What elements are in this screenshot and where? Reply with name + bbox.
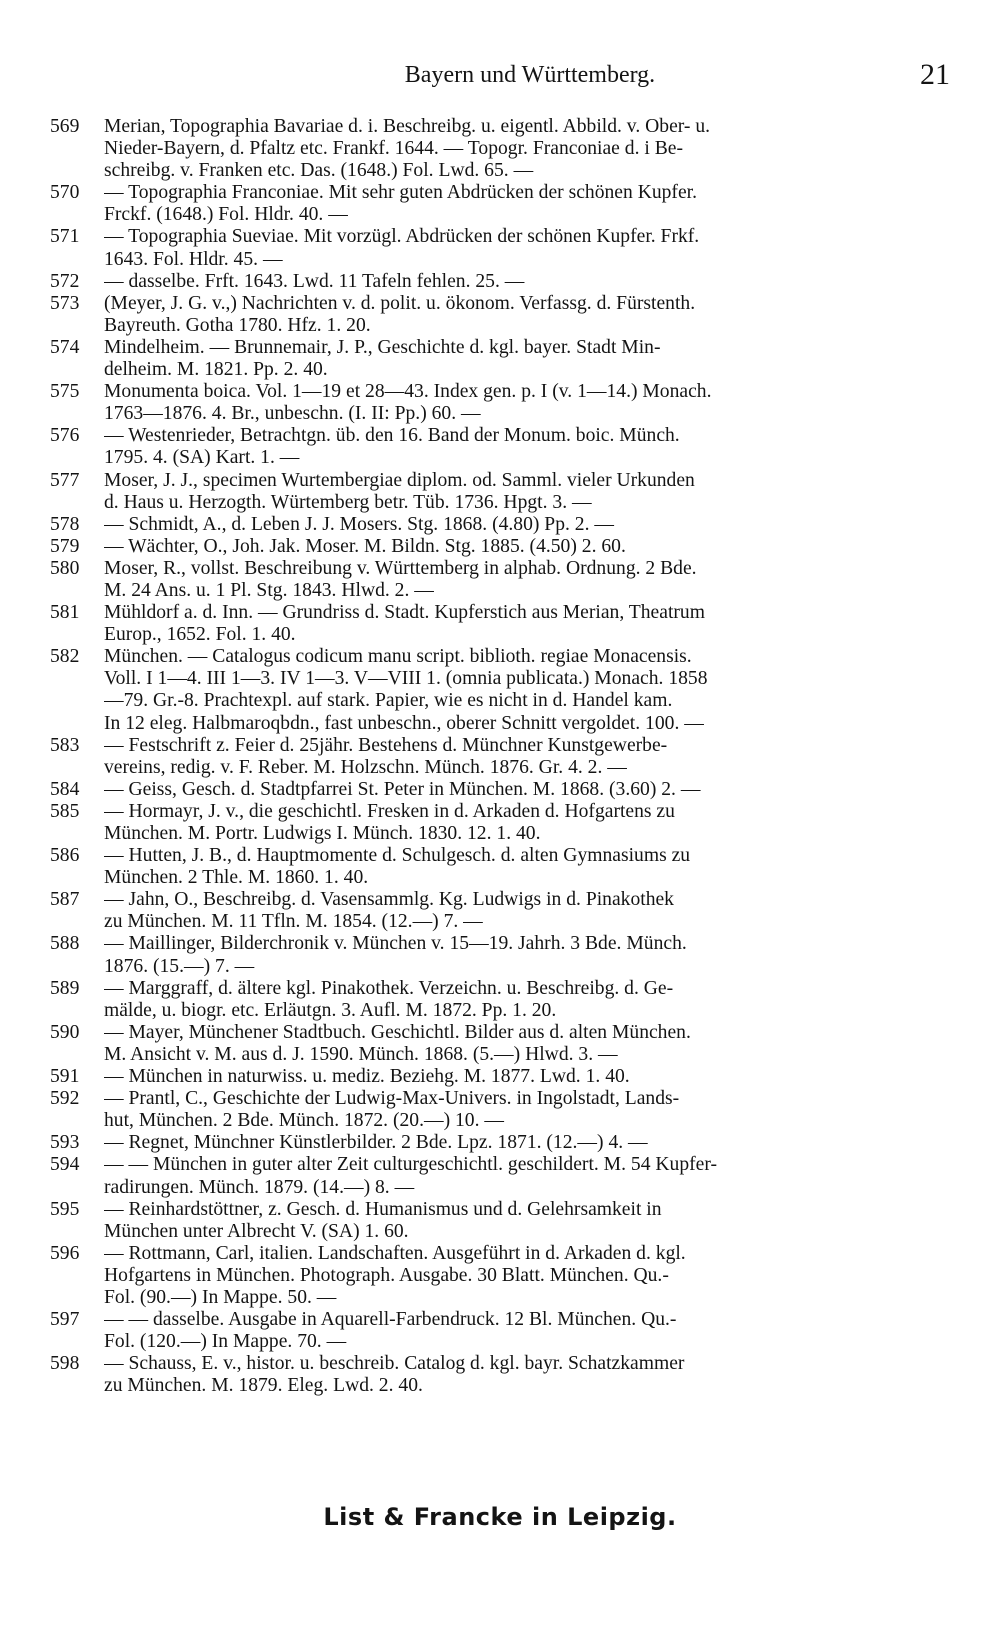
entry-line: — Jahn, O., Beschreibg. d. Vasensammlg. Kg. Ludwigs in d. Pinakothek: [104, 889, 674, 911]
entry-number: 598: [50, 1353, 80, 1375]
entry-line: — Rottmann, Carl, italien. Landschaften. Ausgeführt in d. Arkaden d. kgl.: [104, 1242, 686, 1264]
entry-line: 1876. (15.—) 7. —: [104, 955, 255, 977]
catalog-entry: [50, 514, 960, 536]
entry-number: 580: [50, 557, 80, 579]
entry-line: Nieder-Bayern, d. Pfaltz etc. Frankf. 1644. — Topogr. Franconiae d. i Be-: [104, 138, 683, 160]
catalog-entry: [50, 116, 960, 182]
entry-number: 586: [50, 845, 80, 867]
entry-line: — dasselbe. Frft. 1643. Lwd. 11 Tafeln fehlen. 25. —: [104, 270, 525, 292]
entry-line: — Geiss, Gesch. d. Stadtpfarrei St. Peter in München. M. 1868. (3.60) 2. —: [104, 778, 701, 800]
entry-number: 569: [50, 116, 80, 137]
entry-line: radirungen. Münch. 1879. (14.—) 8. —: [104, 1176, 415, 1198]
catalog-entry: [50, 425, 960, 469]
catalog-entry-list: [50, 116, 960, 1397]
entry-line: Voll. I 1—4. III 1—3. IV 1—3. V—VIII 1. (omnia publicata.) Monach. 1858: [104, 668, 708, 690]
entry-number: 591: [50, 1066, 80, 1088]
catalog-entry: [50, 889, 960, 933]
entry-line: schreibg. v. Franken etc. Das. (1648.) Fol. Lwd. 65. —: [104, 160, 534, 182]
entry-line: Bayreuth. Gotha 1780. Hfz. 1. 20.: [104, 314, 371, 336]
catalog-entry: [50, 1353, 960, 1397]
catalog-entry: [50, 470, 960, 514]
entry-line: M. 24 Ans. u. 1 Pl. Stg. 1843. Hlwd. 2. —: [104, 579, 434, 601]
entry-line: — Marggraff, d. ältere kgl. Pinakothek. Verzeichn. u. Beschreibg. d. Ge-: [104, 977, 674, 999]
entry-line: — Topographia Sueviae. Mit vorzügl. Abdrücken der schönen Kupfer. Frkf.: [104, 226, 700, 248]
entry-line: — Festschrift z. Feier d. 25jähr. Bestehens d. Münchner Kunstgewerbe-: [104, 734, 668, 756]
entry-number: 572: [50, 270, 80, 292]
entry-line: — — München in guter alter Zeit culturgeschichtl. geschildert. M. 54 Kupfer-: [104, 1154, 718, 1176]
entry-number: 574: [50, 336, 80, 358]
catalog-entry: [50, 536, 960, 558]
catalog-entry: [50, 978, 960, 1022]
entry-line: Mindelheim. — Brunnemair, J. P., Geschichte d. kgl. bayer. Stadt Min-: [104, 336, 661, 358]
entry-line: — Topographia Franconiae. Mit sehr guten Abdrücken der schönen Kupfer.: [104, 182, 697, 204]
entry-line: München. M. Portr. Ludwigs I. Münch. 1830. 12. 1. 40.: [104, 823, 541, 844]
page-header: [100, 58, 960, 92]
entry-line: München unter Albrecht V. (SA) 1. 60.: [104, 1220, 409, 1242]
entry-line: — Prantl, C., Geschichte der Ludwig-Max-Univers. in Ingolstadt, Lands-: [104, 1088, 680, 1110]
entry-number: 593: [50, 1132, 80, 1154]
entry-number: 570: [50, 182, 80, 204]
entry-line: —79. Gr.-8. Prachtexpl. auf stark. Papier, wie es nicht in d. Handel kam.: [104, 690, 673, 712]
entry-number: 588: [50, 933, 80, 955]
catalog-entry: [50, 337, 960, 381]
entry-line: mälde, u. biogr. etc. Erläutgn. 3. Aufl. M. 1872. Pp. 1. 20.: [104, 999, 557, 1021]
entry-number: 576: [50, 425, 80, 447]
entry-number: 571: [50, 226, 80, 248]
catalog-entry: [50, 271, 960, 293]
entry-line: vereins, redig. v. F. Reber. M. Holzschn. Münch. 1876. Gr. 4. 2. —: [104, 756, 627, 778]
entry-line: 1643. Fol. Hldr. 45. —: [104, 248, 283, 270]
entry-line: Mühldorf a. d. Inn. — Grundriss d. Stadt. Kupferstich aus Merian, Theatrum: [104, 602, 705, 624]
catalog-entry: [50, 779, 960, 801]
entry-line: — Maillinger, Bilderchronik v. München v. 15—19. Jahrh. 3 Bde. Münch.: [104, 933, 687, 955]
entry-line: — München in naturwiss. u. mediz. Beziehg. M. 1877. Lwd. 1. 40.: [104, 1066, 630, 1088]
catalog-entry: [50, 1132, 960, 1154]
catalog-entry: [50, 1309, 960, 1353]
entry-line: — Reinhardstöttner, z. Gesch. d. Humanismus und d. Gelehrsamkeit in: [104, 1198, 662, 1220]
catalog-entry: [50, 558, 960, 602]
entry-line: Europ., 1652. Fol. 1. 40.: [104, 624, 296, 646]
entry-line: — Regnet, Münchner Künstlerbilder. 2 Bde. Lpz. 1871. (12.—) 4. —: [104, 1132, 648, 1154]
catalog-entry: [50, 182, 960, 226]
entry-number: 594: [50, 1154, 80, 1176]
entry-line: München. 2 Thle. M. 1860. 1. 40.: [104, 867, 369, 889]
entry-number: 597: [50, 1309, 80, 1331]
entry-line: hut, München. 2 Bde. Münch. 1872. (20.—) 10. —: [104, 1110, 504, 1132]
entry-number: 582: [50, 646, 80, 668]
entry-number: 595: [50, 1198, 80, 1220]
entry-line: delheim. M. 1821. Pp. 2. 40.: [104, 359, 328, 381]
catalog-entry: [50, 735, 960, 779]
entry-line: Merian, Topographia Bavariae d. i. Beschreibg. u. eigentl. Abbild. v. Ober- u.: [104, 116, 711, 137]
entry-number: 575: [50, 381, 80, 403]
entry-line: zu München. M. 11 Tfln. M. 1854. (12.—) 7. —: [104, 911, 483, 933]
catalog-entry: [50, 1088, 960, 1132]
entry-number: 585: [50, 800, 80, 822]
entry-line: d. Haus u. Herzogth. Würtemberg betr. Tüb. 1736. Hpgt. 3. —: [104, 491, 592, 513]
catalog-entry: [50, 1066, 960, 1088]
running-title: Bayern und Württemberg.: [404, 62, 656, 88]
catalog-entry: [50, 845, 960, 889]
page-number: 21: [920, 58, 950, 91]
entry-line: Monumenta boica. Vol. 1—19 et 28—43. Index gen. p. I (v. 1—14.) Monach.: [104, 381, 712, 403]
entry-line: (Meyer, J. G. v.,) Nachrichten v. d. polit. u. ökonom. Verfassg. d. Fürstenth.: [104, 292, 696, 314]
entry-number: 592: [50, 1088, 80, 1110]
catalog-entry: [50, 602, 960, 646]
catalog-entry: [50, 293, 960, 337]
entry-number: 577: [50, 469, 80, 491]
entry-line: München. — Catalogus codicum manu script. biblioth. regiae Monacensis.: [104, 646, 692, 668]
entry-line: — Westenrieder, Betrachtgn. üb. den 16. Band der Monum. boic. Münch.: [104, 425, 680, 447]
entry-line: Moser, R., vollst. Beschreibung v. Württemberg in alphab. Ordnung. 2 Bde.: [104, 557, 697, 579]
entry-number: 579: [50, 535, 80, 557]
catalog-entry: [50, 226, 960, 270]
entry-line: — Hutten, J. B., d. Hauptmomente d. Schulgesch. d. alten Gymnasiums zu: [104, 845, 691, 867]
entry-line: In 12 eleg. Halbmaroqbdn., fast unbeschn., oberer Schnitt vergoldet. 100. —: [104, 712, 704, 734]
entry-line: 1763—1876. 4. Br., unbeschn. (I. II: Pp.) 60. —: [104, 403, 481, 425]
entry-line: — Wächter, O., Joh. Jak. Moser. M. Bildn. Stg. 1885. (4.50) 2. 60.: [104, 535, 626, 557]
entry-number: 583: [50, 734, 80, 756]
catalog-entry: [50, 1199, 960, 1243]
entry-number: 573: [50, 292, 80, 314]
catalog-entry: [50, 1022, 960, 1066]
entry-line: — — dasselbe. Ausgabe in Aquarell-Farbendruck. 12 Bl. München. Qu.-: [104, 1309, 677, 1331]
entry-number: 590: [50, 1021, 80, 1043]
catalog-entry: [50, 801, 960, 845]
entry-line: — Mayer, Münchener Stadtbuch. Geschichtl. Bilder aus d. alten München.: [104, 1021, 691, 1043]
catalog-entry: [50, 1243, 960, 1309]
catalog-entry: [50, 1154, 960, 1198]
entry-line: zu München. M. 1879. Eleg. Lwd. 2. 40.: [104, 1375, 423, 1397]
entry-number: 578: [50, 513, 80, 535]
entry-line: — Hormayr, J. v., die geschichtl. Fresken in d. Arkaden d. Hofgartens zu: [104, 800, 675, 822]
entry-line: 1795. 4. (SA) Kart. 1. —: [104, 447, 300, 469]
entry-line: Fol. (120.—) In Mappe. 70. —: [104, 1331, 347, 1353]
entry-line: — Schauss, E. v., histor. u. beschreib. Catalog d. kgl. bayr. Schatzkammer: [104, 1353, 685, 1375]
entry-number: 581: [50, 602, 80, 624]
entry-line: Fol. (90.—) In Mappe. 50. —: [104, 1286, 337, 1308]
entry-line: Hofgartens in München. Photograph. Ausgabe. 30 Blatt. München. Qu.-: [104, 1264, 669, 1286]
catalog-entry: [50, 381, 960, 425]
entry-line: Moser, J. J., specimen Wurtembergiae diplom. od. Samml. vieler Urkunden: [104, 469, 695, 491]
entry-number: 587: [50, 889, 80, 911]
entry-line: M. Ansicht v. M. aus d. J. 1590. Münch. 1868. (5.—) Hlwd. 3. —: [104, 1043, 618, 1065]
catalog-entry: [50, 933, 960, 977]
entry-number: 596: [50, 1242, 80, 1264]
entry-number: 584: [50, 778, 80, 800]
catalog-entry: [50, 646, 960, 734]
publisher-footer: List & Francke in Leipzig.: [323, 1503, 677, 1531]
entry-line: — Schmidt, A., d. Leben J. J. Mosers. Stg. 1868. (4.80) Pp. 2. —: [104, 513, 614, 535]
entry-line: Frckf. (1648.) Fol. Hldr. 40. —: [104, 204, 348, 226]
entry-number: 589: [50, 977, 80, 999]
